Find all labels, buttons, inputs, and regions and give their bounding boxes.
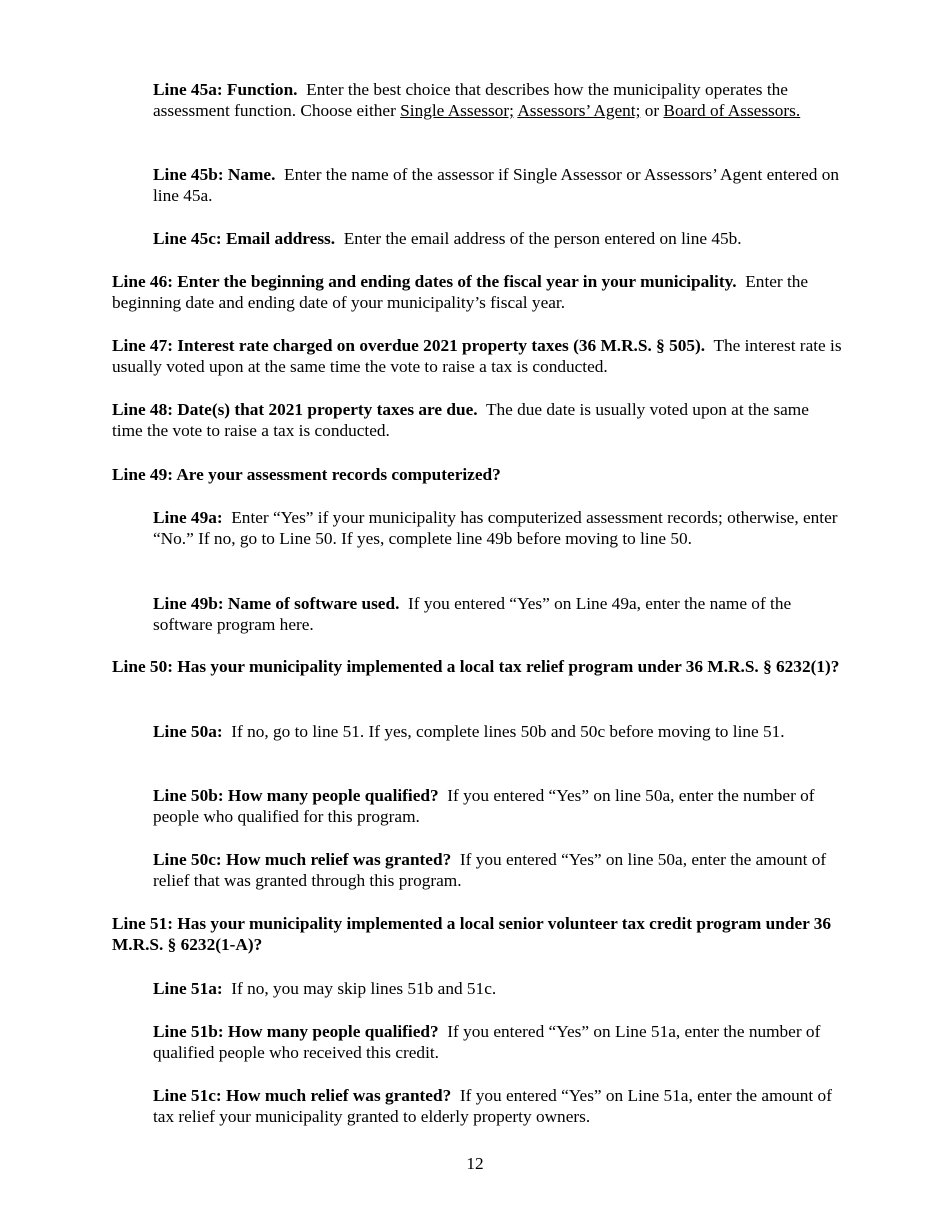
line-50-heading (112, 656, 842, 677)
line-51b-paragraph (153, 1021, 843, 1063)
line-47-text: The interest rate is usually voted upon at the same time the vote to raise a tax is conducted. (112, 336, 842, 376)
line-51a-paragraph (153, 978, 843, 999)
line-48-paragraph (112, 399, 842, 441)
line-46-paragraph (112, 271, 842, 313)
line-46-text: Enter the beginning date and ending date of your municipality’s fiscal year. (112, 272, 809, 312)
line-50a-paragraph (153, 721, 843, 742)
line-50a-label: Line 50a: (153, 722, 223, 741)
line-45c-text: Enter the email address of the person entered on line 45b. (343, 229, 742, 248)
line-51b-text: If you entered “Yes” on Line 51a, enter the number of qualified people who received this credit. (153, 1022, 821, 1062)
line-47-paragraph (112, 335, 842, 377)
line-51b-label: Line 51b: How many people qualified? (153, 1022, 439, 1041)
line-45b-label: Line 45b: Name. (153, 165, 276, 184)
line-45b-paragraph (153, 164, 843, 206)
line-49a-paragraph (153, 507, 843, 549)
line-45c-paragraph (153, 228, 843, 249)
option-single-assessor: Single Assessor; (400, 101, 514, 120)
line-50a-text: If no, go to line 51. If yes, complete lines 50b and 50c before moving to line 51. (231, 722, 785, 741)
line-48-label: Line 48: Date(s) that 2021 property taxes are due. (112, 400, 478, 419)
line-51c-paragraph (153, 1085, 843, 1127)
option-assessors-agent: Assessors’ Agent; (517, 101, 641, 120)
line-49b-paragraph (153, 593, 843, 635)
line-47-label: Line 47: Interest rate charged on overdue 2021 property taxes (36 M.R.S. § 505). (112, 336, 706, 355)
line-49b-label: Line 49b: Name of software used. (153, 594, 400, 613)
line-49a-text: Enter “Yes” if your municipality has computerized assessment records; otherwise, enter “No.” If no, go to Line 50. If yes, complete line 49b before moving to line 50. (153, 508, 838, 548)
line-51a-text: If no, you may skip lines 51b and 51c. (231, 979, 497, 998)
line-49a-label: Line 49a: (153, 508, 223, 527)
line-48-text: The due date is usually voted upon at the same time the vote to raise a tax is conducted. (112, 400, 809, 440)
line-49-label: Line 49: Are your assessment records computerized? (112, 465, 501, 484)
line-51c-text: If you entered “Yes” on Line 51a, enter the amount of tax relief your municipality granted to elderly property owners. (153, 1086, 832, 1126)
line-45a-label: Line 45a: Function. (153, 80, 298, 99)
line-50-label: Line 50: Has your municipality implemented a local tax relief program under 36 M.R.S. § 6232(1)? (112, 657, 840, 676)
line-50c-text: If you entered “Yes” on line 50a, enter the amount of relief that was granted through this program. (153, 850, 827, 890)
line-51c-label: Line 51c: How much relief was granted? (153, 1086, 452, 1105)
option-board-of-assessors: Board of Assessors. (663, 101, 801, 120)
line-50b-paragraph (153, 785, 843, 827)
page-number: 12 (466, 1154, 484, 1173)
line-46-label: Line 46: Enter the beginning and ending dates of the fiscal year in your municipality. (112, 272, 737, 291)
line-45b-text: Enter the name of the assessor if Single Assessor or Assessors’ Agent entered on line 45a. (153, 165, 840, 205)
line-50b-text: If you entered “Yes” on line 50a, enter the number of people who qualified for this program. (153, 786, 815, 826)
line-51-heading (112, 913, 842, 955)
line-50b-label: Line 50b: How many people qualified? (153, 786, 439, 805)
line-49b-text: If you entered “Yes” on Line 49a, enter the name of the software program here. (153, 594, 792, 634)
line-51-label: Line 51: Has your municipality implemented a local senior volunteer tax credit program under 36 M.R.S. § 6232(1-A)? (112, 914, 832, 954)
line-45c-label: Line 45c: Email address. (153, 229, 336, 248)
line-49-heading (112, 464, 842, 485)
line-45a-paragraph (153, 79, 843, 121)
line-45a-text: Enter the best choice that describes how the municipality operates the assessment function. Choose either (153, 80, 788, 120)
or-text: or (640, 101, 664, 120)
line-51a-label: Line 51a: (153, 979, 223, 998)
line-50c-label: Line 50c: How much relief was granted? (153, 850, 452, 869)
line-50c-paragraph (153, 849, 843, 891)
